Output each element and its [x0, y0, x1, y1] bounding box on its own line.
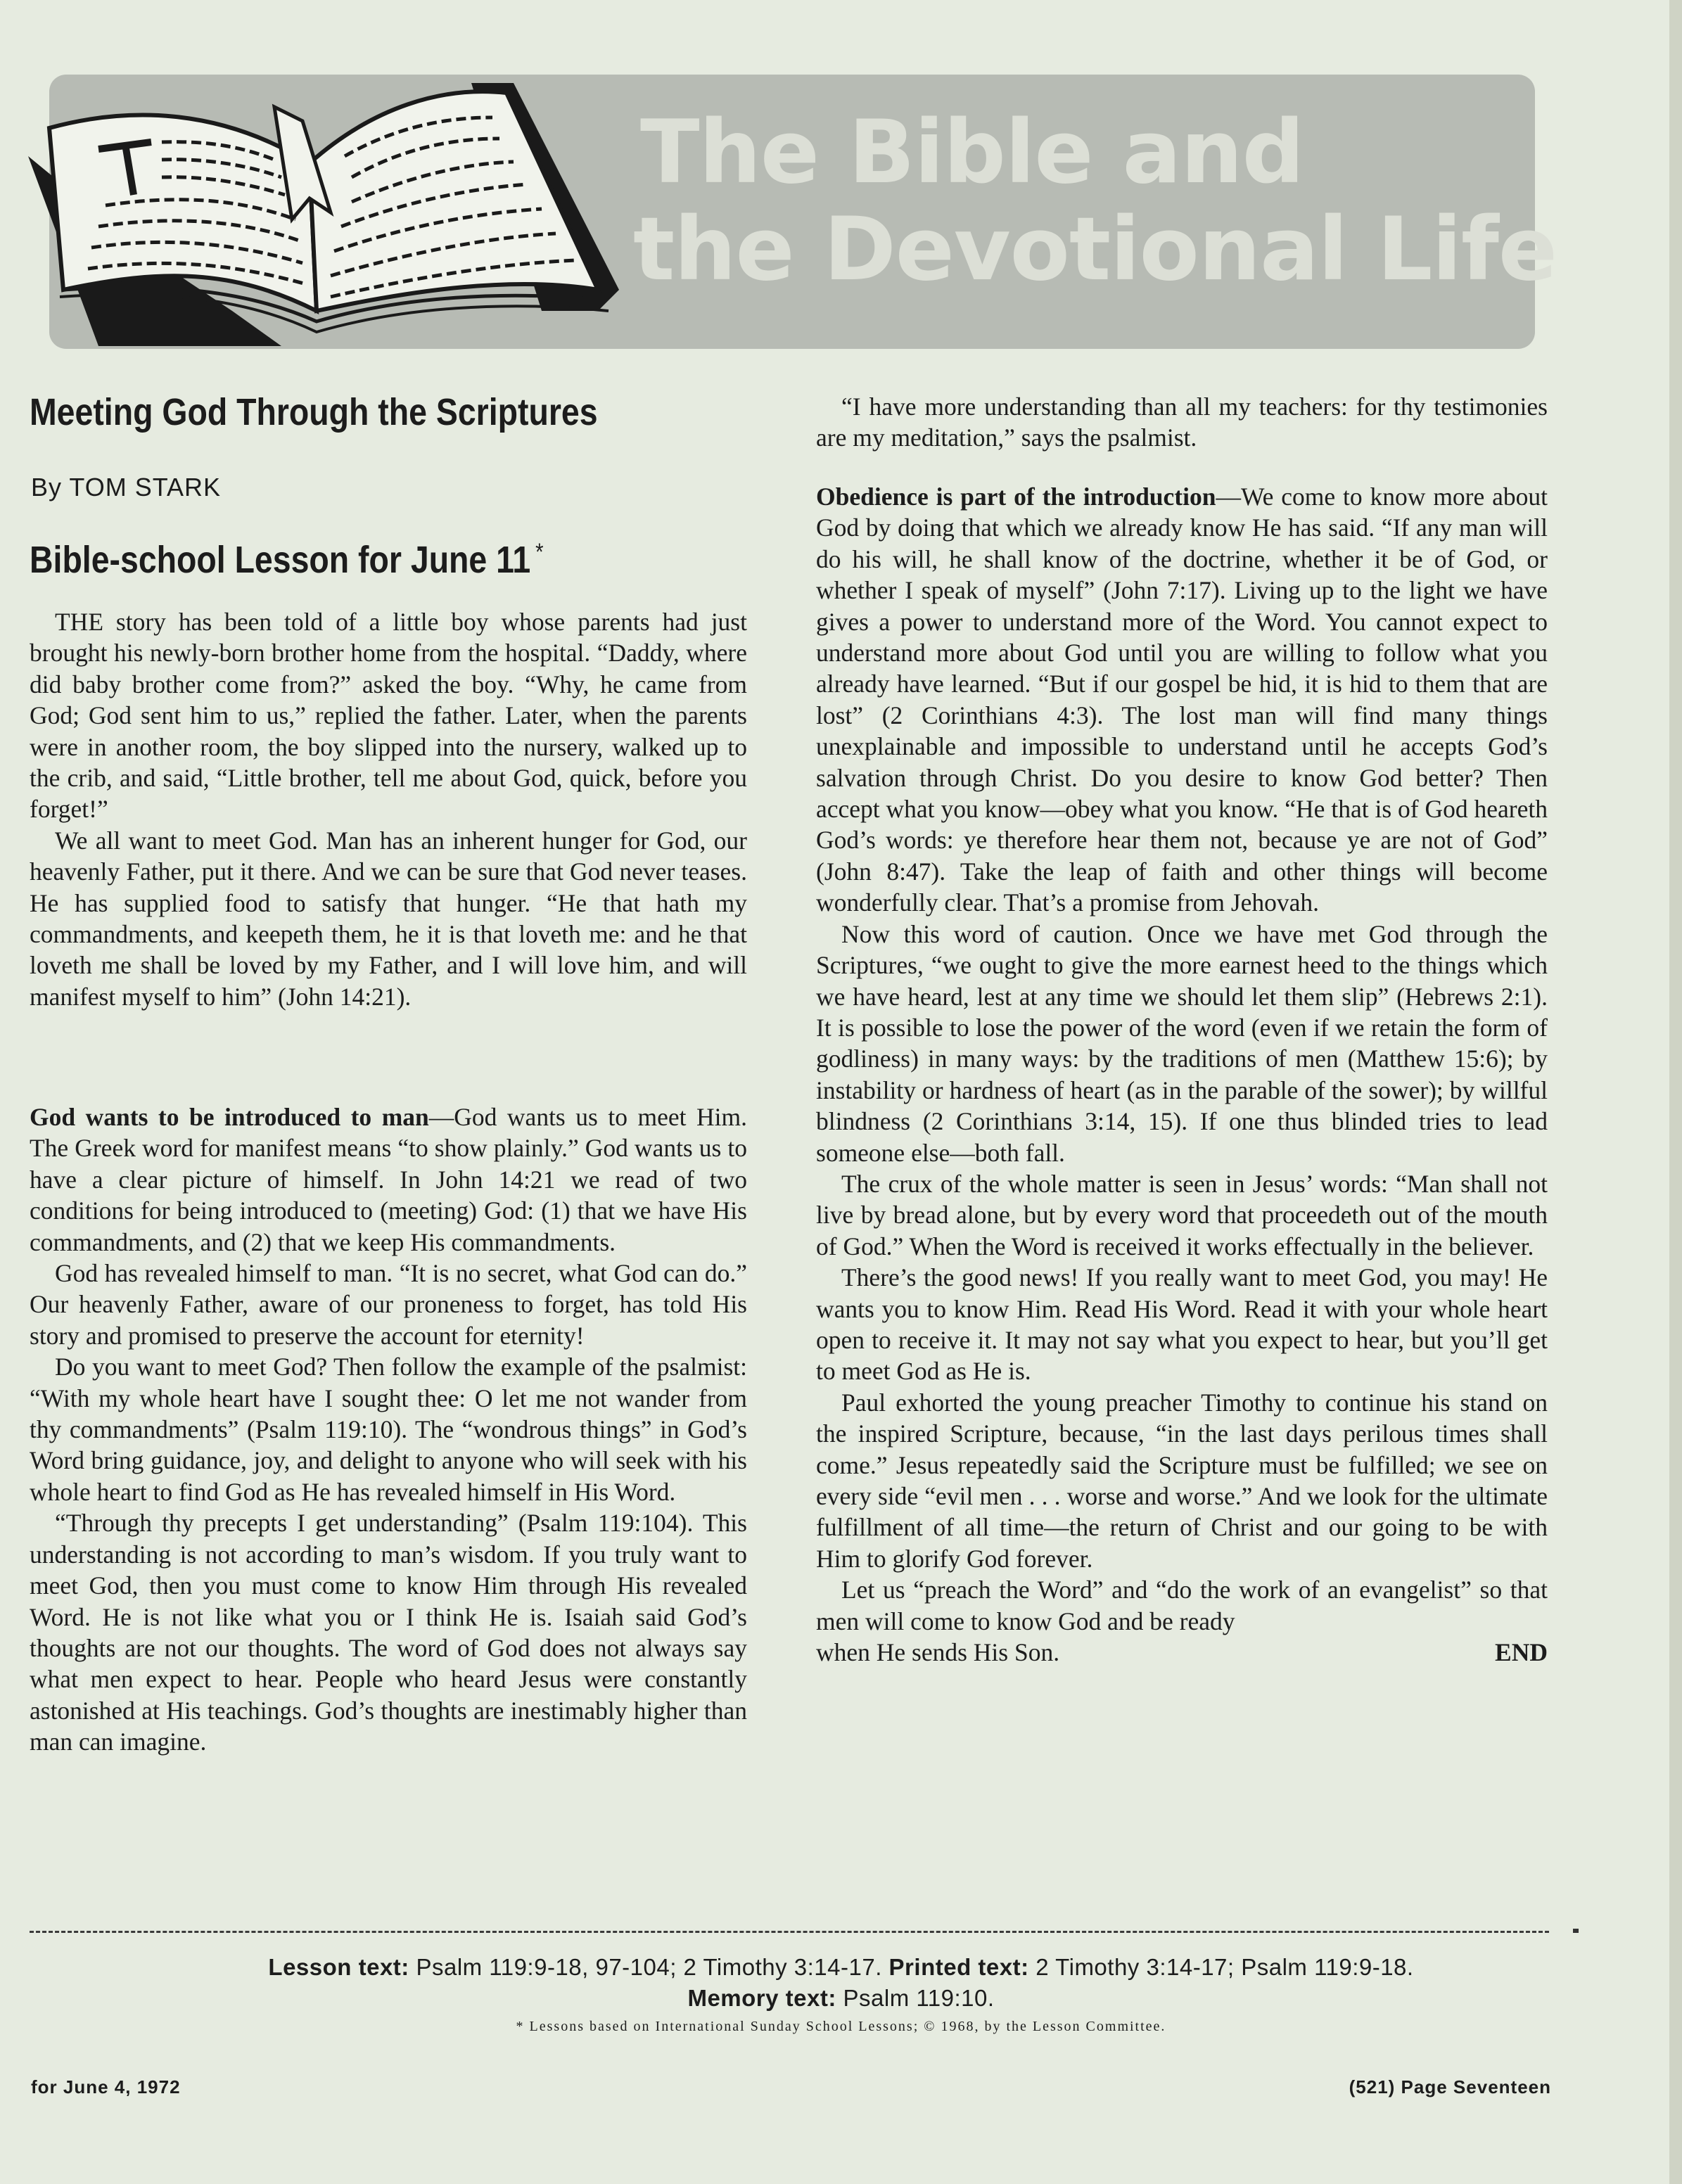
paragraph: “Through thy precepts I get understanding” (Psalm 119:104). This understanding is not according to man’s wisdom. If you truly want to meet God, then you must come to know Him through His revealed Word. He is not like what you or I think He is. Isaiah said God’s thoughts are not our thoughts. The word of God does not always say what men expect to hear. People who heard Jesus were constantly astonished at His teachings. God’s thoughts are inestimably higher than man can imagine. — [30, 1509, 747, 1756]
issue-date: for June 4, 1972 — [31, 2076, 181, 2097]
section-banner-title — [633, 102, 1557, 300]
article-byline: By TOM STARK — [31, 473, 222, 502]
paragraph: There’s the good news! If you really want to meet God, you may! He wants you to know Him. Read His Word. Read it with your whole heart open to receive it. It may not say what you expect to hear, but you’ll get to meet God as He is. — [816, 1263, 1548, 1386]
section-paragraph — [816, 481, 1548, 919]
section-paragraph — [30, 1101, 747, 1258]
left-column-intro — [30, 606, 747, 1012]
footnote: * Lessons based on International Sunday School Lessons; © 1968, by the Lesson Committee. — [516, 2019, 1166, 2034]
paragraph: God has revealed himself to man. “It is no secret, what God can do.” Our heavenly Father, aware of our proneness to forget, has told His story and promised to preserve the account for eternity! — [30, 1259, 747, 1350]
paragraph: “I have more understanding than all my teachers: for thy testimonies are my meditation,” says the psalmist. — [816, 392, 1548, 452]
lesson-title — [30, 538, 544, 582]
final-line-text: when He sends His Son. — [816, 1638, 1060, 1667]
lesson-references-line-1 — [0, 1952, 1682, 1983]
open-book-icon — [21, 79, 626, 360]
printed-text-label: Printed text: — [888, 1954, 1029, 1980]
final-line — [816, 1637, 1548, 1668]
paragraph: Do you want to meet God? Then follow the example of the psalmist: “With my whole heart have I sought thee: O let me not wander from thy commandments” (Psalm 119:10). The “wondrous things” in God’s Word bring guidance, joy, and delight to anyone who will seek with his whole heart to find God as He has revealed himself in His Word. — [30, 1353, 747, 1506]
paragraph: Paul exhorted the young preacher Timothy to continue his stand on the inspired Scripture, because, “in the last days perilous times shall come.” Jesus repeatedly said the Scripture must be fulfilled; we see on every side “evil men . . . worse and worse.” And we look for the ultimate fulfillment of all time—the return of Christ and our going to be with Him to glorify God forever. — [816, 1388, 1548, 1573]
section-first-text: —God wants us to meet Him. The Greek word for manifest means “to show plainly.” God wants us to have a clear picture of himself. In John 14:21 we read of two conditions for being introduced to (meeting) God: (1) that we have His commandments, and (2) that we keep His commandments. — [30, 1103, 747, 1256]
right-column-section — [816, 481, 1548, 1668]
section-heading: Obedience is part of the introduction — [816, 483, 1216, 511]
lesson-references — [0, 1952, 1682, 2014]
paragraph: THE story has been told of a little boy whose parents had just brought his newly-born brother home from the hospital. “Daddy, where did baby brother come from?” asked the boy. “Why, he came from God; God sent him to us,” replied the father. Later, when the parents were in another room, the boy slipped into the nursery, walked up to the crib, and said, “Little brother, tell me about God, quick, before you forget!” — [30, 608, 747, 824]
memory-text-value: Psalm 119:10. — [843, 1985, 995, 2011]
section-heading: God wants to be introduced to man — [30, 1103, 429, 1131]
page-edge — [1669, 0, 1682, 2184]
section-first-text: —We come to know more about God by doing that which we already know He has said. “If any man will do his will, he shall know of the doctrine, whether it be of God, or whether I speak of myself” (John 7:17). Living up to the light we have gives a power to understand more of the Word. You cannot expect to understand more about God until you are willing to follow what you already have learned. “But if our gospel be hid, it is hid to them that are lost” (2 Corinthians 4:3). The lost man will find many things unexplainable and impossible to understand until he accepts God’s salvation through Christ. Do you desire to know God better? Then accept what you know—obey what you know. “He that is of God heareth God’s words: ye therefore hear them not, because ye are not of God” (John 8:47). Take the leap of faith and other things will become wonderfully clear. That’s a promise from Jehovah. — [816, 483, 1548, 917]
footer-divider — [30, 1931, 1549, 1933]
paragraph: Now this word of caution. Once we have met God through the Scriptures, “we ought to give the more earnest heed to the things which we have heard, lest at any time we should let them slip” (Hebrews 2:1). It is possible to lose the power of the word (even if we retain the form of godliness) in many ways: by the traditions of men (Matthew 15:6); by instability or hardness of heart (as in the parable of the sower); by willful blindness (2 Corinthians 3:14, 15). If one thus blinded tries to lead someone else—both fall. — [816, 919, 1548, 1167]
lesson-footnote-mark: * — [535, 539, 544, 566]
page-number: (521) Page Seventeen — [1349, 2076, 1551, 2097]
article-headline: Meeting God Through the Scriptures — [30, 391, 598, 433]
paragraph: We all want to meet God. Man has an inherent hunger for God, our heavenly Father, put it there. And we can be sure that God never teases. He has supplied food to satisfy that hunger. “He that hath my commandments, and keepeth them, he it is that loveth me: and he that loveth me shall be loved by my Father, and I will love him, and will manifest myself to him” (John 14:21). — [30, 826, 747, 1011]
end-mark: END — [1495, 1638, 1548, 1667]
left-column-section — [30, 1101, 747, 1758]
printed-text-value: 2 Timothy 3:14-17; Psalm 119:9-18. — [1036, 1954, 1414, 1980]
lesson-text-label: Lesson text: — [268, 1954, 409, 1980]
banner-title-line-2: the Devotional Life — [633, 199, 1557, 300]
lesson-references-line-2 — [0, 1983, 1682, 2014]
divider-end-dot — [1573, 1929, 1579, 1933]
banner-title-line-1: The Bible and — [640, 102, 1304, 203]
lesson-text-value: Psalm 119:9-18, 97-104; 2 Timothy 3:14-17. — [416, 1954, 882, 1980]
paragraph: The crux of the whole matter is seen in Jesus’ words: “Man shall not live by bread alone, but by every word that proceedeth out of the mouth of God.” When the Word is received it works effectually in the believer. — [816, 1169, 1548, 1260]
lesson-title-text: Bible-school Lesson for June 11 — [30, 539, 531, 581]
memory-text-label: Memory text: — [687, 1985, 836, 2011]
right-column-top — [816, 391, 1548, 454]
paragraph: Let us “preach the Word” and “do the work of an evangelist” so that men will come to know God and be ready — [816, 1576, 1548, 1635]
